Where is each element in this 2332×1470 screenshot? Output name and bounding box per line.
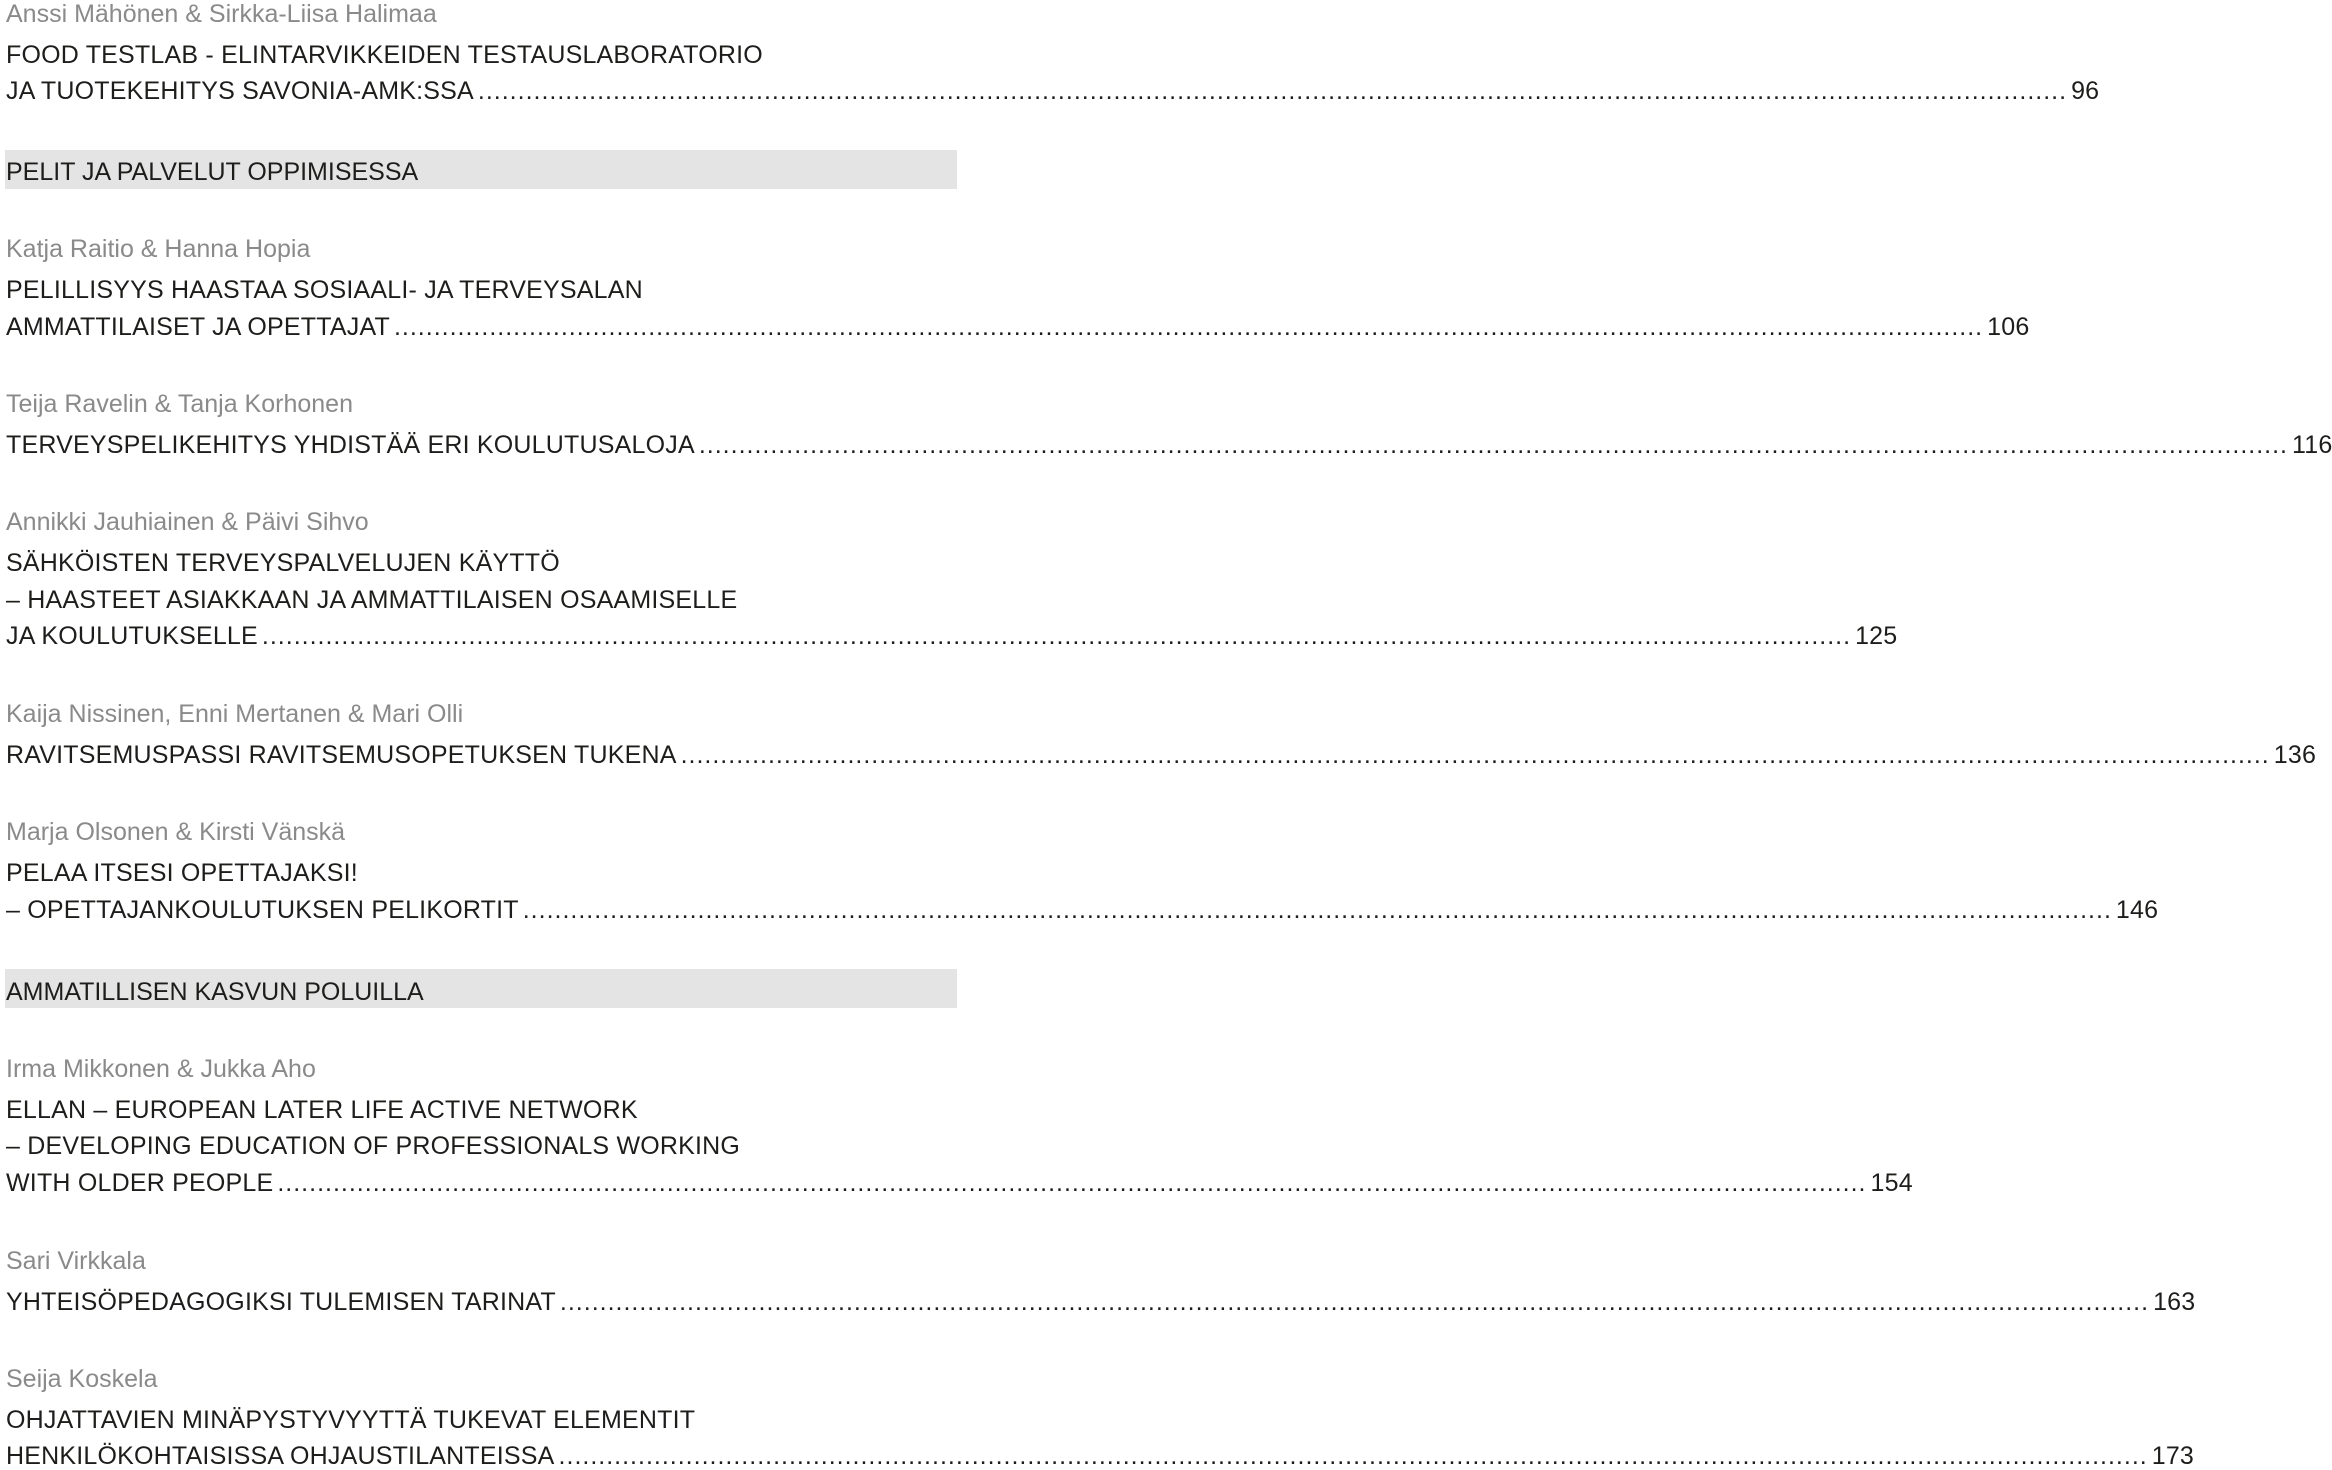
toc-author: Anssi Mähönen & Sirkka-Liisa Halimaa [6,0,437,28]
section-header: AMMATILLISEN KASVUN POLUILLA [6,978,424,1006]
toc-entry-link[interactable] [6,1288,2196,1316]
toc-title-line: AMMATTILAISET JA OPETTAJAT [6,313,390,341]
toc-author: Kaija Nissinen, Enni Mertanen & Mari Olli [6,700,464,728]
toc-title-line: – DEVELOPING EDUCATION OF PROFESSIONALS WORKING [6,1132,741,1160]
toc-title-line: TERVEYSPELIKEHITYS YHDISTÄÄ ERI KOULUTUSALOJA [6,431,695,459]
toc-author: Marja Olsonen & Kirsti Vänskä [6,818,346,846]
toc-title-line: YHTEISÖPEDAGOGIKSI TULEMISEN TARINAT [6,1288,556,1316]
toc-author: Annikki Jauhiainen & Päivi Sihvo [6,508,369,536]
dot-leader: ........................................................................................................................................................................................................ [477,77,2068,105]
toc-title-line: – HAASTEET ASIAKKAAN JA AMMATTILAISEN OSAAMISELLE [6,586,738,614]
dot-leader: ........................................................................................................................................................................................................ [393,313,1984,341]
toc-title-line: HENKILÖKOHTAISISSA OHJAUSTILANTEISSA [6,1442,555,1470]
toc-entry-link[interactable] [6,1442,2195,1470]
toc-page-number: 146 [2115,896,2159,924]
toc-title-line: ELLAN – EUROPEAN LATER LIFE ACTIVE NETWORK [6,1096,638,1124]
toc-entry-link[interactable] [6,77,2100,105]
toc-title-line: OHJATTAVIEN MINÄPYSTYVYYTTÄ TUKEVAT ELEMENTIT [6,1406,696,1434]
toc-author: Katja Raitio & Hanna Hopia [6,235,311,263]
toc-page-number: 163 [2153,1288,2196,1316]
toc-author: Sari Virkkala [6,1247,146,1275]
toc-entry-link[interactable] [6,896,2159,924]
toc-author: Seija Koskela [6,1365,158,1393]
toc-entry-link[interactable] [6,431,2332,459]
toc-title-line: FOOD TESTLAB - ELINTARVIKKEIDEN TESTAUSLABORATORIO [6,41,763,69]
toc-entry-link[interactable] [6,313,2030,341]
toc-entry-link[interactable] [6,622,1898,650]
toc-title-line: PELAA ITSESI OPETTAJAKSI! [6,859,358,887]
toc-author: Irma Mikkonen & Jukka Aho [6,1055,316,1083]
dot-leader: ........................................................................................................................................................................................................ [277,1169,1867,1197]
toc-page-number: 116 [2292,431,2332,459]
toc-page-number: 136 [2273,741,2317,769]
toc-entry-link[interactable] [6,741,2317,769]
dot-leader: ........................................................................................................................................................................................................ [559,1288,2150,1316]
dot-leader: ........................................................................................................................................................................................................ [698,431,2289,459]
dot-leader: ........................................................................................................................................................................................................ [261,622,1852,650]
dot-leader: ........................................................................................................................................................................................................ [522,896,2112,924]
toc-page-number: 173 [2151,1442,2195,1470]
toc-title-line: SÄHKÖISTEN TERVEYSPALVELUJEN KÄYTTÖ [6,549,560,577]
toc-author: Teija Ravelin & Tanja Korhonen [6,390,353,418]
toc-page-number: 125 [1855,622,1898,650]
toc-title-line: WITH OLDER PEOPLE [6,1169,274,1197]
toc-page-number: 154 [1870,1169,1913,1197]
dot-leader: ........................................................................................................................................................................................................ [558,1442,2148,1470]
toc-title-line: JA KOULUTUKSELLE [6,622,258,650]
dot-leader: ........................................................................................................................................................................................................ [680,741,2270,769]
toc-entry-link[interactable] [6,1169,1913,1197]
toc-page-number: 96 [2071,77,2100,105]
toc-title-line: JA TUOTEKEHITYS SAVONIA-AMK:SSA [6,77,474,105]
toc-title-line: PELILLISYYS HAASTAA SOSIAALI- JA TERVEYSALAN [6,276,643,304]
toc-title-line: RAVITSEMUSPASSI RAVITSEMUSOPETUKSEN TUKENA [6,741,677,769]
toc-title-line: – OPETTAJANKOULUTUKSEN PELIKORTIT [6,896,519,924]
toc-page-number: 106 [1987,313,2030,341]
section-header: PELIT JA PALVELUT OPPIMISESSA [6,158,419,186]
